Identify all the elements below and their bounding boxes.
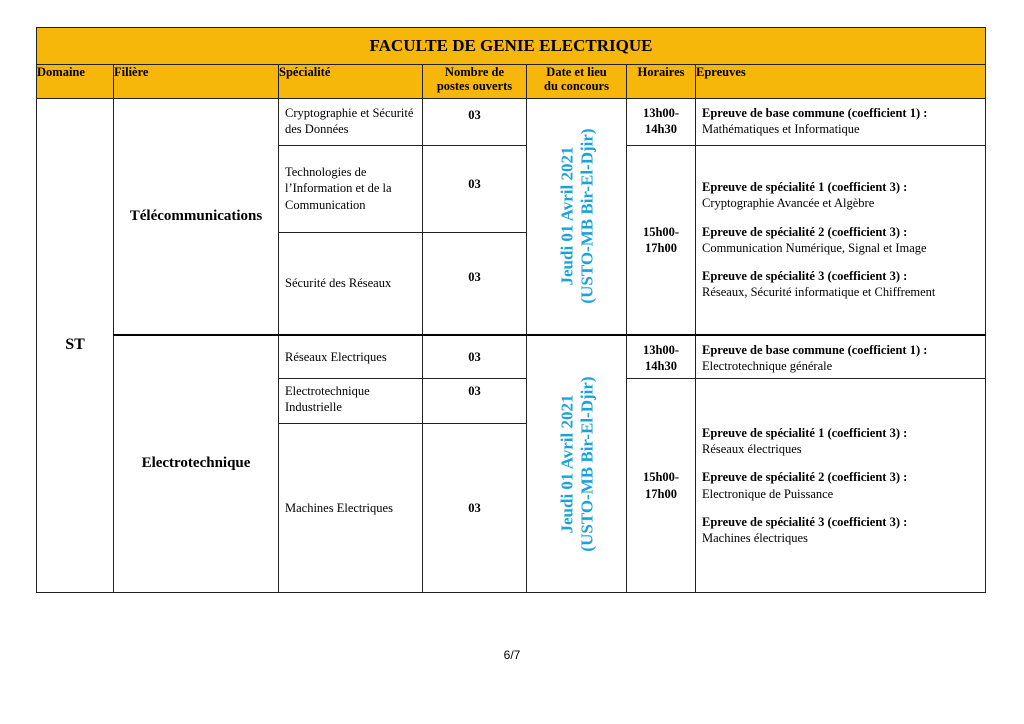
date-lieu-telecom: Jeudi 01 Avril 2021 (USTO-MB Bir-El-Djir) xyxy=(527,99,627,335)
table-row xyxy=(37,99,986,146)
filiere-electrotech: Electrotechnique xyxy=(114,335,279,593)
postes-cell: 03 xyxy=(423,335,527,379)
postes-cell: 03 xyxy=(423,233,527,335)
epreuves-specialite: Epreuve de spécialité 1 (coefficient 3) : Réseaux électriques Epreuve de spécialité 2 (coefficient 3) : Electronique de Puissance Epreuve de spécialité 3 (coefficient 3) : Machines électriques xyxy=(696,379,986,593)
page-number: 6/7 xyxy=(503,648,521,662)
postes-cell: 03 xyxy=(423,99,527,146)
specialite-cell: Sécurité des Réseaux xyxy=(279,233,423,335)
header-specialite: Spécialité xyxy=(279,65,423,99)
filiere-telecom: Télécommunications xyxy=(114,99,279,335)
postes-cell: 03 xyxy=(423,379,527,424)
specialite-cell: Cryptographie et Sécurité des Données xyxy=(279,99,423,146)
horaire-specialite: 15h00-17h00 xyxy=(627,379,696,593)
epreuve-commune: Epreuve de base commune (coefficient 1) : Electrotechnique générale xyxy=(696,335,986,379)
specialite-cell: Technologies de l’Information et de la Communication xyxy=(279,146,423,233)
header-row xyxy=(37,65,986,99)
header-epreuves: Epreuves xyxy=(696,65,986,99)
domaine-cell: ST xyxy=(37,99,114,593)
epreuves-specialite: Epreuve de spécialité 1 (coefficient 3) : Cryptographie Avancée et Algèbre Epreuve de spécialité 2 (coefficient 3) : Communication Numérique, Signal et Image Epreuve de spécialité 3 (coefficient 3) : Réseaux, Sécurité informatique et Chiffrement xyxy=(696,146,986,335)
postes-cell: 03 xyxy=(423,146,527,233)
horaire-commun: 13h00-14h30 xyxy=(627,335,696,379)
header-filiere: Filière xyxy=(114,65,279,99)
header-domaine: Domaine xyxy=(37,65,114,99)
postes-cell: 03 xyxy=(423,424,527,593)
header-horaires: Horaires xyxy=(627,65,696,99)
concours-table xyxy=(36,27,986,593)
date-lieu-electrotech: Jeudi 01 Avril 2021 (USTO-MB Bir-El-Djir) xyxy=(527,335,627,593)
header-date: Date et lieu du concours xyxy=(527,65,627,99)
specialite-cell: Réseaux Electriques xyxy=(279,335,423,379)
specialite-cell: Electrotechnique Industrielle xyxy=(279,379,423,424)
table-row xyxy=(37,335,986,379)
horaire-commun: 13h00-14h30 xyxy=(627,99,696,146)
epreuve-commune: Epreuve de base commune (coefficient 1) : Mathématiques et Informatique xyxy=(696,99,986,146)
horaire-specialite: 15h00-17h00 xyxy=(627,146,696,335)
specialite-cell: Machines Electriques xyxy=(279,424,423,593)
table-title: FACULTE DE GENIE ELECTRIQUE xyxy=(37,28,986,65)
header-nombre: Nombre de postes ouverts xyxy=(423,65,527,99)
